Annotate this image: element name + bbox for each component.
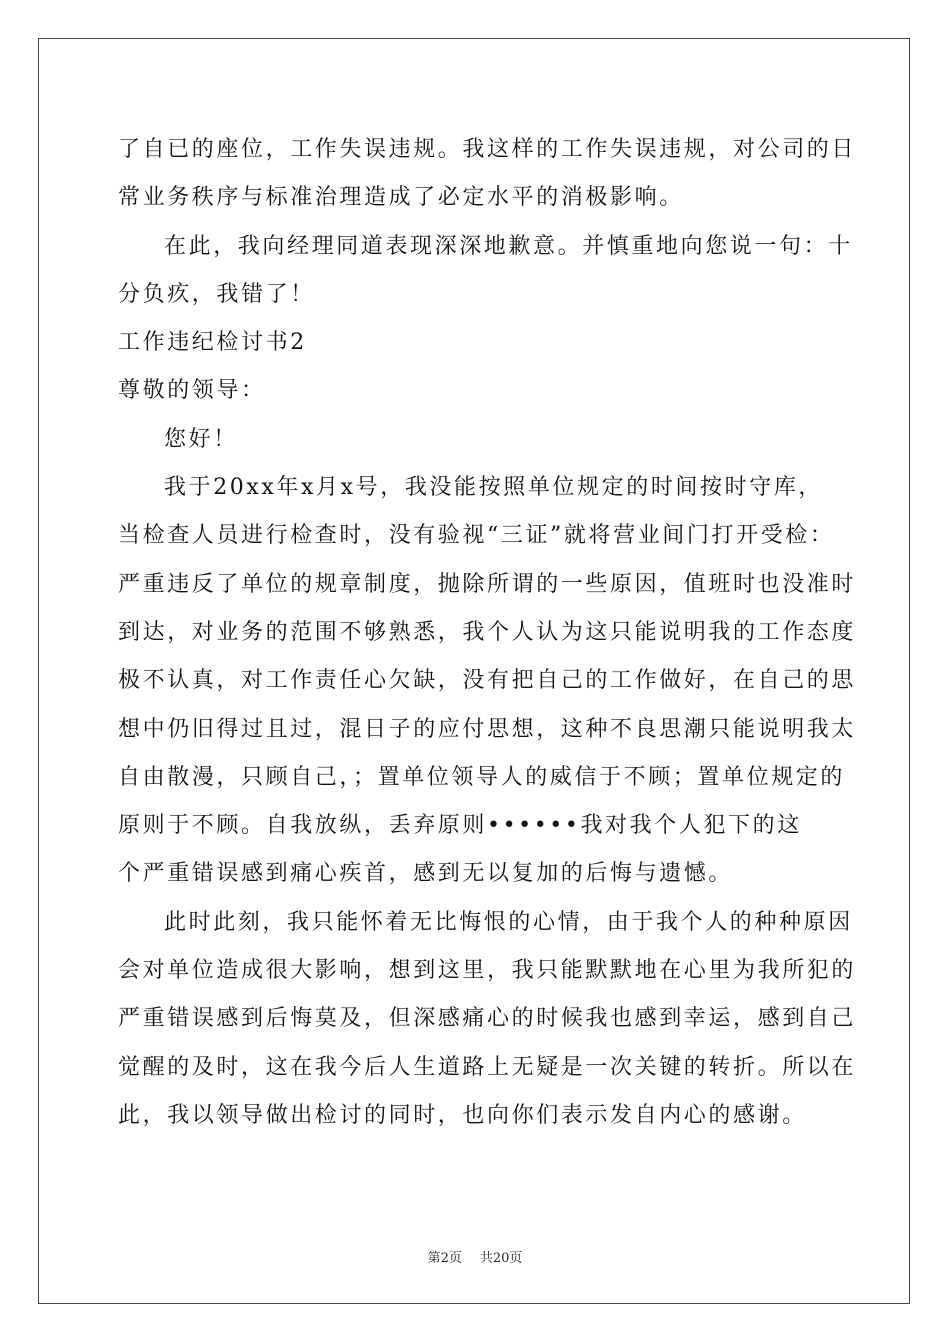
- text-line: 会对单位造成很大影响，想到这里，我只能默默地在心里为我所犯的: [118, 958, 857, 984]
- text-line: 当检查人员进行检查时，没有验视“三证”就将营业间门打开受检：: [118, 523, 835, 549]
- text-line: 此，我以领导做出检讨的同时，也向你们表示发自内心的感谢。: [118, 1102, 807, 1128]
- text-line: 个严重错误感到痛心疾首，感到无以复加的后悔与遗憾。: [118, 861, 734, 887]
- text-line: 严重错误感到后悔莫及，但深感痛心的时候我也感到幸运，感到自己: [118, 1006, 857, 1032]
- page-footer: [0, 1247, 950, 1266]
- page-number: 第2页: [427, 1251, 462, 1266]
- text-line: 在此，我向经理同道表现深深地歉意。并慎重地向您说一句：十: [164, 233, 853, 259]
- text-line: 了自已的座位，工作失误违规。我这样的工作失误违规，对公司的日: [118, 137, 857, 162]
- text-line: 此时此刻，我只能怀着无比悔恨的心情，由于我个人的种种原因: [164, 909, 853, 935]
- text-line: 分负疚，我错了！: [118, 281, 315, 307]
- text-line: 极不认真，对工作责任心欠缺，没有把自己的工作做好，在自己的思: [118, 668, 857, 694]
- document-body: [118, 126, 857, 1140]
- text-line: 严重违反了单位的规章制度，抛除所谓的一些原因，值班时也没准时: [118, 571, 857, 597]
- section-heading: 工作违纪检讨书2: [118, 330, 307, 356]
- salutation: 尊敬的领导：: [118, 378, 266, 404]
- text-line: 原则于不顾。自我放纵，丢弃原则••••••我对我个人犯下的这: [118, 813, 802, 839]
- text-line: 我于20xx年x月x号，我没能按照单位规定的时间按时守库，: [164, 475, 824, 501]
- page-total: 共20页: [479, 1251, 523, 1266]
- greeting: 您好！: [164, 426, 238, 452]
- text-line: 常业务秩序与标准治理造成了必定水平的消极影响。: [118, 185, 684, 211]
- text-line: 觉醒的及时，这在我今后人生道路上无疑是一次关键的转折。所以在: [118, 1054, 857, 1080]
- text-line: 想中仍旧得过且过，混日子的应付思想，这种不良思潮只能说明我太: [118, 716, 857, 742]
- text-line: 自由散漫，只顾自己，；置单位领导人的威信于不顾；置单位规定的: [118, 764, 846, 790]
- text-line: 到达，对业务的范围不够熟悉，我个人认为这只能说明我的工作态度: [118, 619, 857, 645]
